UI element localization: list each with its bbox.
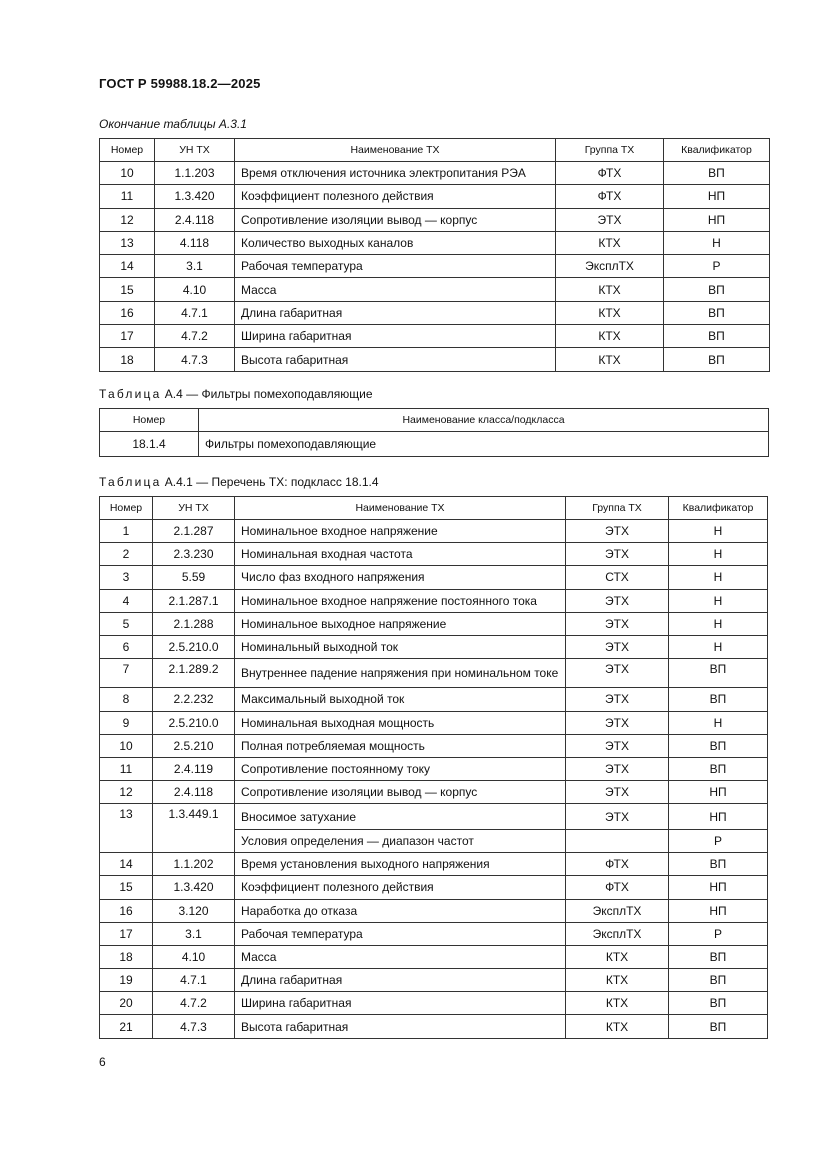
cell-number: 13 — [100, 231, 155, 254]
table-row — [100, 992, 768, 1015]
cell-group: ЭТХ — [566, 612, 669, 635]
cell-group: ЭТХ — [566, 734, 669, 757]
cell-code: 2.2.232 — [153, 688, 235, 711]
column-header-code: УН ТХ — [155, 139, 235, 162]
cell-code: 2.1.287 — [153, 520, 235, 543]
cell-code: 4.118 — [155, 231, 235, 254]
cell-number: 7 — [100, 659, 153, 688]
cell-group: КТХ — [556, 278, 664, 301]
cell-name: Условия определения — диапазон частот — [235, 829, 566, 852]
cell-code: 1.3.449.1 — [153, 804, 235, 830]
cell-qualifier: НП — [669, 781, 768, 804]
cell-number: 8 — [100, 688, 153, 711]
cell-number: 9 — [100, 711, 153, 734]
table-row — [100, 231, 770, 254]
table-row — [100, 688, 768, 711]
cell-group: ФТХ — [566, 853, 669, 876]
table-row — [100, 520, 768, 543]
cell-qualifier: Н — [669, 711, 768, 734]
cell-code: 3.1 — [153, 922, 235, 945]
cell-qualifier: Н — [664, 231, 770, 254]
cell-group: ФТХ — [556, 185, 664, 208]
cell-qualifier: НП — [664, 185, 770, 208]
cell-qualifier: Н — [669, 520, 768, 543]
cell-name: Ширина габаритная — [235, 992, 566, 1015]
column-header-qualifier: Квалификатор — [664, 139, 770, 162]
cell-qualifier: ВП — [669, 734, 768, 757]
cell-number: 20 — [100, 992, 153, 1015]
cell-qualifier: Н — [669, 589, 768, 612]
table-row — [100, 255, 770, 278]
cell-name: Наработка до отказа — [235, 899, 566, 922]
cell-group: ЭТХ — [556, 208, 664, 231]
cell-group: ЭТХ — [566, 711, 669, 734]
cell-name: Масса — [235, 945, 566, 968]
cell-name: Номинальная входная частота — [235, 543, 566, 566]
table-row — [100, 922, 768, 945]
cell-name: Максимальный выходной ток — [235, 688, 566, 711]
cell-code: 2.4.118 — [153, 781, 235, 804]
cell-name: Сопротивление изоляции вывод — корпус — [235, 781, 566, 804]
cell-group: КТХ — [566, 992, 669, 1015]
document-code: ГОСТ Р 59988.18.2—2025 — [99, 76, 261, 91]
cell-qualifier: Р — [669, 829, 768, 852]
cell-code: 4.7.1 — [155, 301, 235, 324]
table-row — [100, 853, 768, 876]
table-row — [100, 612, 768, 635]
table-a4-caption-title: А.4 — Фильтры помехоподавляющие — [164, 387, 373, 401]
cell-code: 2.5.210.0 — [153, 635, 235, 658]
table-row — [100, 804, 768, 830]
cell-name: Номинальное входное напряжение постоянного тока — [235, 589, 566, 612]
cell-code: 3.120 — [153, 899, 235, 922]
cell-qualifier: НП — [664, 208, 770, 231]
cell-qualifier: ВП — [664, 278, 770, 301]
cell-group: ЭТХ — [566, 688, 669, 711]
cell-group: ЭксплТХ — [566, 899, 669, 922]
table-a41-caption-title: А.4.1 — Перечень ТХ: подкласс 18.1.4 — [164, 475, 379, 489]
cell-qualifier: ВП — [664, 162, 770, 185]
cell-qualifier: Н — [669, 612, 768, 635]
cell-name: Длина габаритная — [235, 301, 556, 324]
cell-number: 19 — [100, 969, 153, 992]
cell-number: 21 — [100, 1015, 153, 1038]
cell-number: 1 — [100, 520, 153, 543]
cell-name: Число фаз входного напряжения — [235, 566, 566, 589]
table-row — [100, 945, 768, 968]
cell-number: 14 — [100, 853, 153, 876]
cell-number: 16 — [100, 899, 153, 922]
table-row — [100, 781, 768, 804]
cell-group: СТХ — [566, 566, 669, 589]
cell-code: 1.1.203 — [155, 162, 235, 185]
cell-qualifier: ВП — [669, 1015, 768, 1038]
table-a4-caption-label: Таблица — [99, 387, 162, 401]
cell-number: 10 — [100, 162, 155, 185]
cell-number: 18.1.4 — [100, 432, 199, 457]
cell-code: 4.7.2 — [155, 325, 235, 348]
column-header-class-name: Наименование класса/подкласса — [199, 409, 769, 432]
cell-number: 17 — [100, 325, 155, 348]
cell-group: ЭТХ — [566, 520, 669, 543]
cell-name: Рабочая температура — [235, 922, 566, 945]
cell-group: КТХ — [556, 231, 664, 254]
table-row — [100, 185, 770, 208]
cell-code: 4.7.2 — [153, 992, 235, 1015]
table-header-row — [100, 139, 770, 162]
cell-code: 2.1.289.2 — [153, 659, 235, 688]
cell-number: 16 — [100, 301, 155, 324]
cell-code: 4.7.3 — [153, 1015, 235, 1038]
cell-code: 4.10 — [155, 278, 235, 301]
cell-code: 2.1.288 — [153, 612, 235, 635]
cell-name: Масса — [235, 278, 556, 301]
cell-name: Длина габаритная — [235, 969, 566, 992]
cell-name: Сопротивление изоляции вывод — корпус — [235, 208, 556, 231]
cell-group: ЭТХ — [566, 781, 669, 804]
cell-number: 11 — [100, 185, 155, 208]
cell-name: Рабочая температура — [235, 255, 556, 278]
cell-code: 4.7.1 — [153, 969, 235, 992]
cell-number: 4 — [100, 589, 153, 612]
cell-group: ЭТХ — [566, 543, 669, 566]
column-header-number: Номер — [100, 139, 155, 162]
column-header-qualifier: Квалификатор — [669, 497, 768, 520]
table-row — [100, 659, 768, 688]
cell-code: 2.5.210.0 — [153, 711, 235, 734]
table-header-row — [100, 497, 768, 520]
cell-name: Вносимое затухание — [235, 804, 566, 830]
cell-qualifier: ВП — [669, 992, 768, 1015]
cell-qualifier: ВП — [669, 757, 768, 780]
cell-group: ЭТХ — [566, 589, 669, 612]
cell-number: 18 — [100, 348, 155, 371]
table-row — [100, 829, 768, 852]
cell-name: Номинальное выходное напряжение — [235, 612, 566, 635]
table-row — [100, 162, 770, 185]
cell-group: ЭТХ — [566, 635, 669, 658]
column-header-group: Группа ТХ — [566, 497, 669, 520]
cell-name: Высота габаритная — [235, 348, 556, 371]
table-row — [100, 278, 770, 301]
cell-group: КТХ — [556, 301, 664, 324]
table-row — [100, 757, 768, 780]
table-row — [100, 711, 768, 734]
column-header-name: Наименование ТХ — [235, 139, 556, 162]
cell-number: 12 — [100, 208, 155, 231]
cell-code: 2.4.119 — [153, 757, 235, 780]
cell-code: 2.1.287.1 — [153, 589, 235, 612]
cell-group — [566, 829, 669, 852]
cell-name: Ширина габаритная — [235, 325, 556, 348]
cell-number: 11 — [100, 757, 153, 780]
cell-name: Количество выходных каналов — [235, 231, 556, 254]
cell-qualifier: ВП — [664, 325, 770, 348]
cell-number: 15 — [100, 278, 155, 301]
cell-qualifier: ВП — [669, 969, 768, 992]
cell-number: 12 — [100, 781, 153, 804]
cell-number: 10 — [100, 734, 153, 757]
table-a4-caption — [99, 387, 373, 401]
table-row — [100, 734, 768, 757]
cell-code: 1.1.202 — [153, 853, 235, 876]
table-a41 — [99, 496, 768, 1039]
cell-number: 3 — [100, 566, 153, 589]
column-header-name: Наименование ТХ — [235, 497, 566, 520]
cell-group: КТХ — [566, 1015, 669, 1038]
table-a41-caption-label: Таблица — [99, 475, 162, 489]
cell-group: ЭТХ — [566, 757, 669, 780]
table-row — [100, 208, 770, 231]
cell-name: Коэффициент полезного действия — [235, 185, 556, 208]
table-row — [100, 301, 770, 324]
cell-number: 14 — [100, 255, 155, 278]
cell-code: 4.10 — [153, 945, 235, 968]
cell-name: Время отключения источника электропитания РЭА — [235, 162, 556, 185]
table-row — [100, 899, 768, 922]
cell-name: Высота габаритная — [235, 1015, 566, 1038]
cell-name: Коэффициент полезного действия — [235, 876, 566, 899]
cell-group: ЭксплТХ — [556, 255, 664, 278]
column-header-code: УН ТХ — [153, 497, 235, 520]
cell-group: КТХ — [556, 325, 664, 348]
table-a41-caption — [99, 475, 379, 489]
cell-group: ФТХ — [556, 162, 664, 185]
cell-qualifier: Н — [669, 543, 768, 566]
table-row — [100, 589, 768, 612]
cell-qualifier: ВП — [669, 853, 768, 876]
cell-name: Фильтры помехоподавляющие — [199, 432, 769, 457]
cell-group: ЭТХ — [566, 804, 669, 830]
cell-name: Номинальное входное напряжение — [235, 520, 566, 543]
cell-group: КТХ — [556, 348, 664, 371]
cell-number: 17 — [100, 922, 153, 945]
cell-name: Сопротивление постоянному току — [235, 757, 566, 780]
cell-code: 2.5.210 — [153, 734, 235, 757]
cell-group: КТХ — [566, 945, 669, 968]
table-header-row — [100, 409, 769, 432]
column-header-number: Номер — [100, 497, 153, 520]
cell-code: 2.4.118 — [155, 208, 235, 231]
table-a31 — [99, 138, 770, 372]
table-row — [100, 969, 768, 992]
cell-number: 5 — [100, 612, 153, 635]
cell-code — [153, 829, 235, 852]
cell-code: 3.1 — [155, 255, 235, 278]
table-row — [100, 635, 768, 658]
table-row — [100, 325, 770, 348]
table-a31-caption: Окончание таблицы А.3.1 — [99, 117, 247, 131]
cell-qualifier: Р — [669, 922, 768, 945]
cell-code: 1.3.420 — [153, 876, 235, 899]
cell-qualifier: Н — [669, 566, 768, 589]
column-header-group: Группа ТХ — [556, 139, 664, 162]
cell-group: ЭксплТХ — [566, 922, 669, 945]
cell-number: 15 — [100, 876, 153, 899]
cell-number: 18 — [100, 945, 153, 968]
cell-name: Полная потребляемая мощность — [235, 734, 566, 757]
cell-group: КТХ — [566, 969, 669, 992]
cell-qualifier: ВП — [669, 945, 768, 968]
cell-group: ЭТХ — [566, 659, 669, 688]
cell-qualifier: НП — [669, 876, 768, 899]
cell-code: 5.59 — [153, 566, 235, 589]
cell-name: Номинальный выходной ток — [235, 635, 566, 658]
table-row — [100, 1015, 768, 1038]
cell-number: 2 — [100, 543, 153, 566]
cell-name: Время установления выходного напряжения — [235, 853, 566, 876]
cell-qualifier: Р — [664, 255, 770, 278]
page-number: 6 — [99, 1055, 106, 1069]
cell-code: 2.3.230 — [153, 543, 235, 566]
cell-code: 4.7.3 — [155, 348, 235, 371]
cell-name: Внутреннее падение напряжения при номинальном токе — [235, 659, 566, 688]
table-row — [100, 543, 768, 566]
cell-name: Номинальная выходная мощность — [235, 711, 566, 734]
cell-qualifier: НП — [669, 899, 768, 922]
cell-qualifier: ВП — [669, 688, 768, 711]
cell-qualifier: ВП — [669, 659, 768, 688]
cell-qualifier: Н — [669, 635, 768, 658]
table-row — [100, 348, 770, 371]
table-row — [100, 432, 769, 457]
cell-code: 1.3.420 — [155, 185, 235, 208]
column-header-number: Номер — [100, 409, 199, 432]
table-row — [100, 566, 768, 589]
table-a4 — [99, 408, 769, 457]
cell-number — [100, 829, 153, 852]
cell-group: ФТХ — [566, 876, 669, 899]
cell-qualifier: ВП — [664, 301, 770, 324]
table-row — [100, 876, 768, 899]
cell-qualifier: ВП — [664, 348, 770, 371]
cell-number: 6 — [100, 635, 153, 658]
cell-number: 13 — [100, 804, 153, 830]
cell-qualifier: НП — [669, 804, 768, 830]
